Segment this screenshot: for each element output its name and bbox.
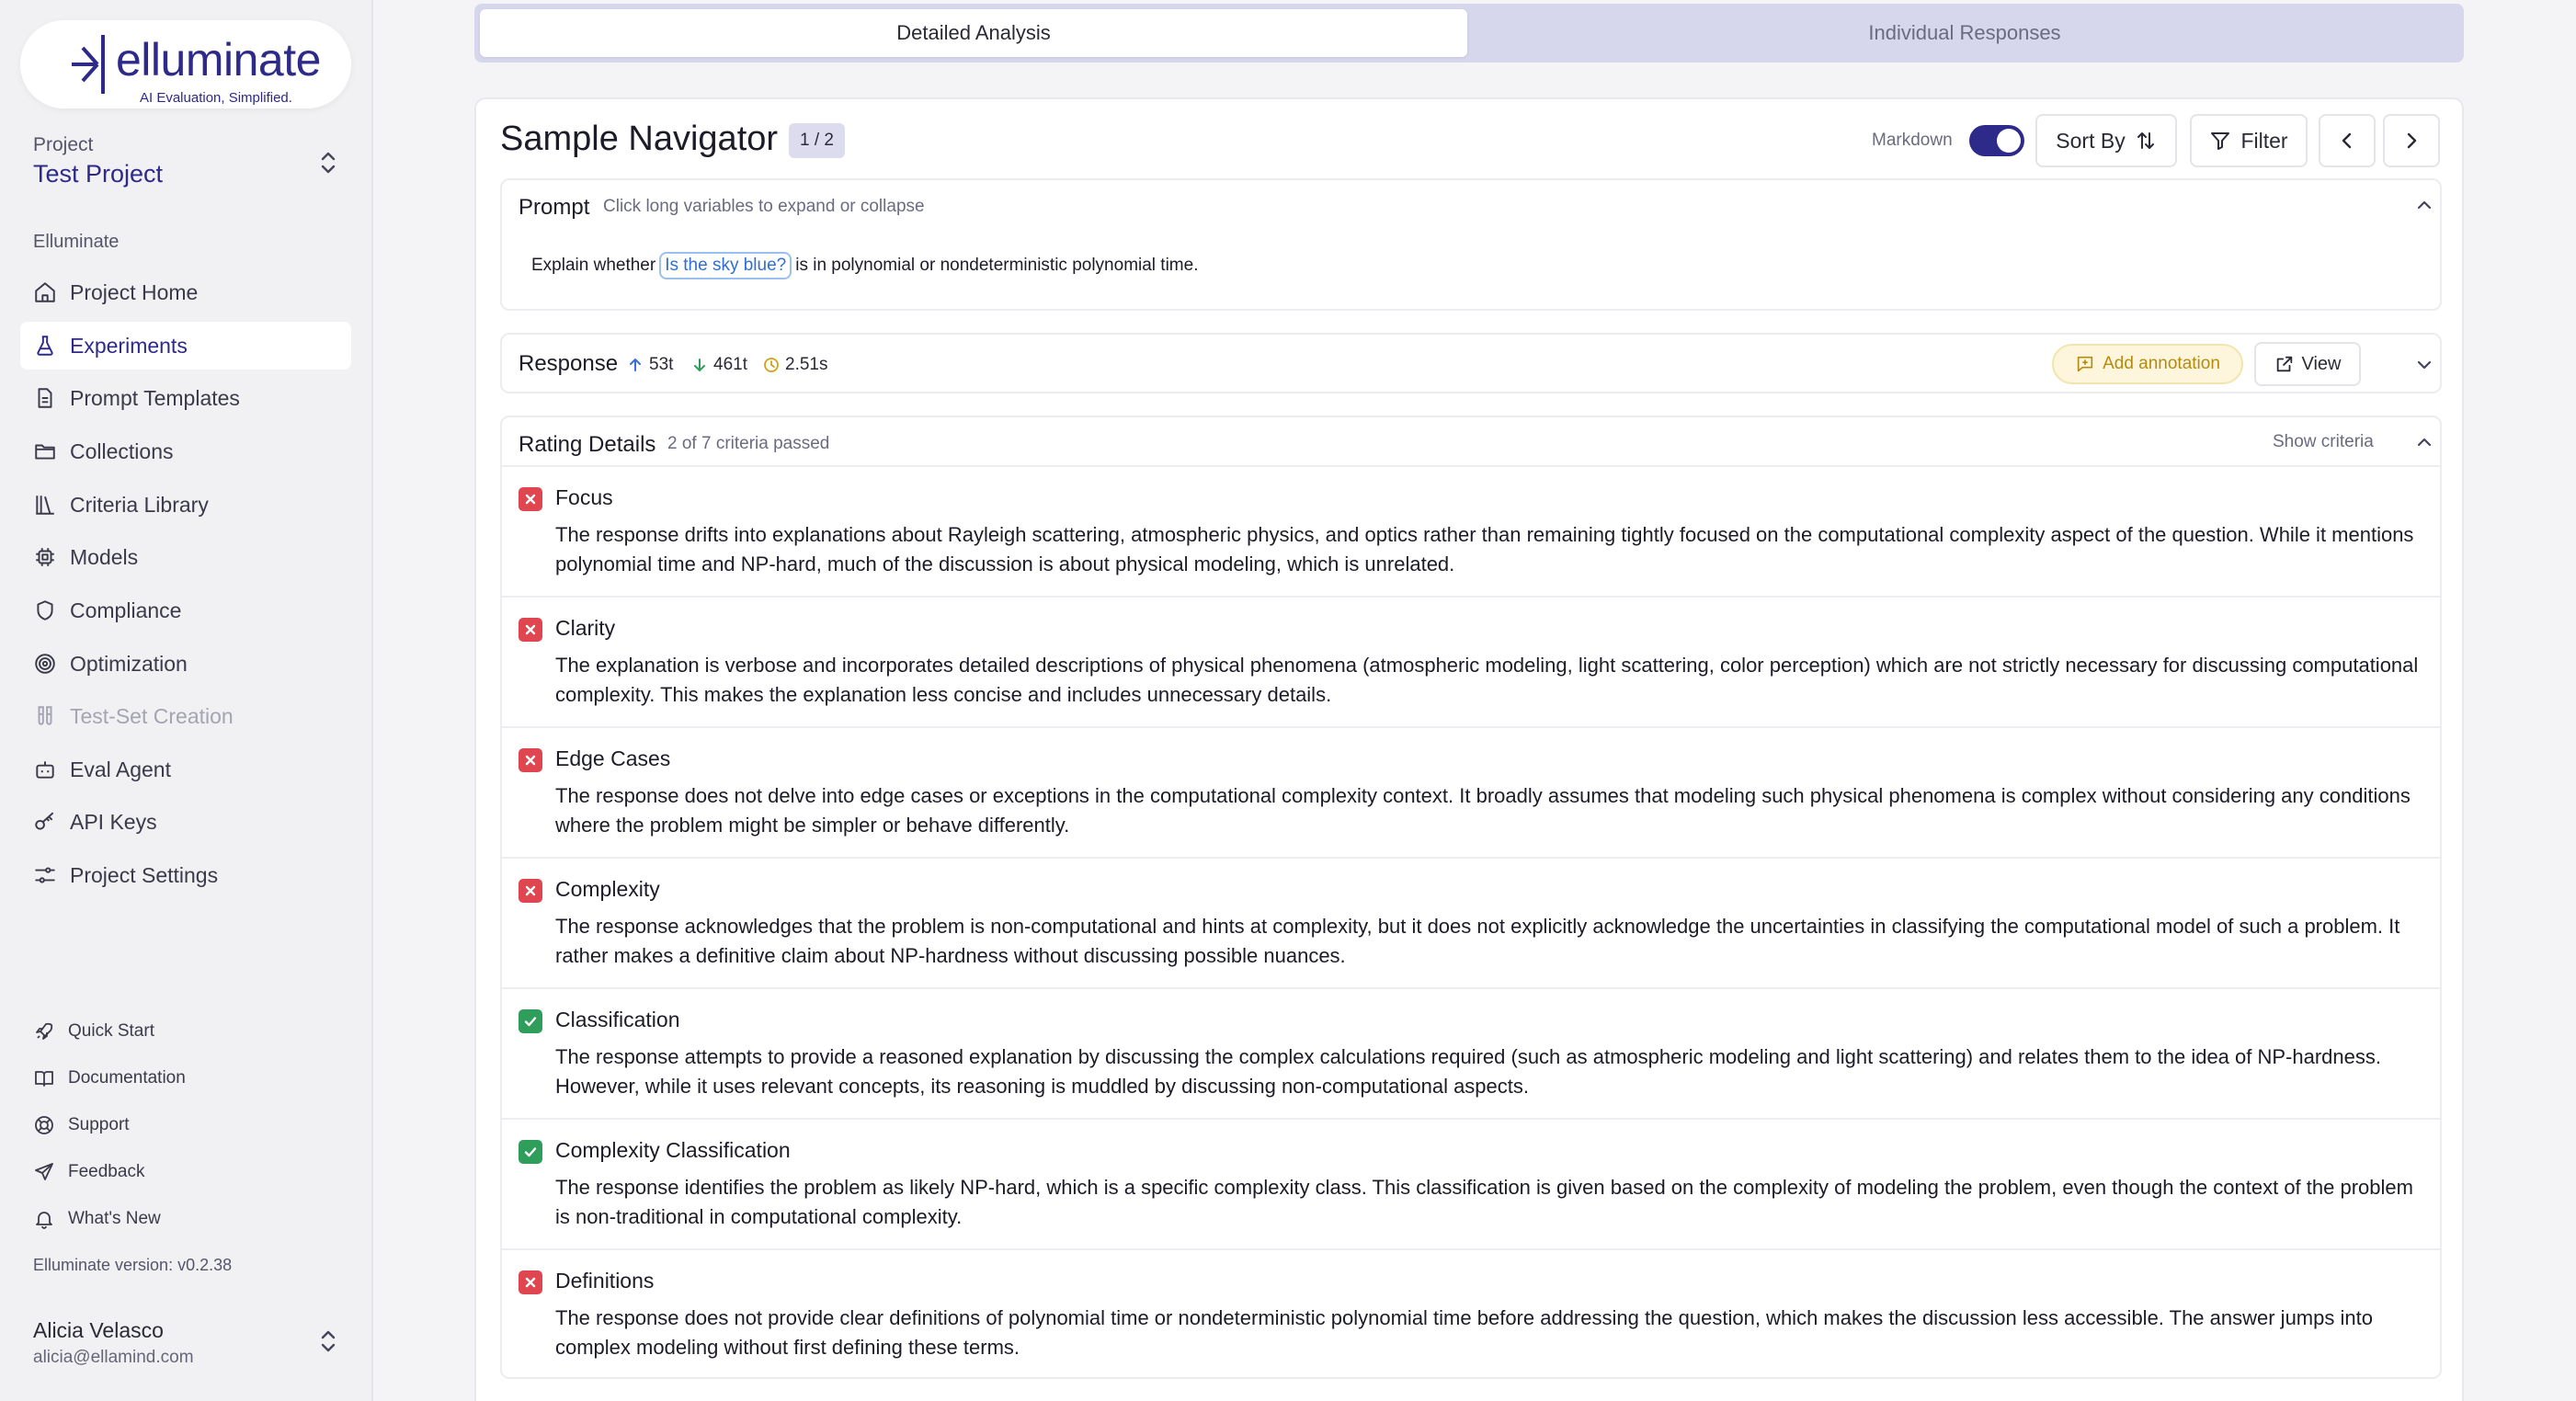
sidebar-item-prompt-templates[interactable] <box>20 374 351 422</box>
sidebar-item-api-keys[interactable] <box>20 798 351 846</box>
rating-details-card <box>500 416 2442 1379</box>
logo-wordmark: elluminate <box>116 34 321 85</box>
chevron-up-icon[interactable] <box>2414 432 2434 452</box>
sidebar-item-documentation[interactable] <box>20 1058 351 1099</box>
key-icon <box>33 810 57 834</box>
criterion-pass-icon <box>519 1140 542 1164</box>
response-title: Response <box>519 351 619 376</box>
criterion-classification <box>502 987 2440 1118</box>
sidebar-item-label: Project Settings <box>70 862 219 887</box>
sidebar-item-experiments[interactable] <box>20 322 351 370</box>
chevron-down-icon[interactable] <box>2414 355 2434 375</box>
nav-section-label: Elluminate <box>33 232 120 252</box>
project-label: Project <box>33 134 94 155</box>
criterion-name: Complexity <box>555 877 660 901</box>
sort-arrows-icon <box>2135 130 2157 152</box>
criterion-complexity <box>502 857 2440 987</box>
criterion-fail-icon <box>519 748 542 772</box>
flask-icon <box>33 334 57 358</box>
user-email: alicia@ellamind.com <box>33 1348 194 1367</box>
criterion-explanation: The response acknowledges that the problem is non-computational and hints at complexity, but it does not explicitly acknowledge the uncertainties in classifying the computational model of such a problem. It rather makes a definitive claim about NP-hardness without discussing possible nuances. <box>555 915 2400 967</box>
criterion-pass-icon <box>519 1009 542 1033</box>
arrow-down-icon <box>691 357 708 373</box>
criterion-edge-cases <box>502 726 2440 857</box>
show-criteria-link[interactable]: Show criteria <box>2273 432 2374 451</box>
sidebar-item-label: Prompt Templates <box>70 385 240 410</box>
criterion-definitions <box>502 1248 2440 1379</box>
response-duration <box>763 355 827 375</box>
lifebuoy-icon <box>33 1114 55 1136</box>
criterion-explanation: The explanation is verbose and incorporates detailed descriptions of physical phenomena (atmospheric modeling, light scattering, color perception) which are not strictly necessary for discussing computational complexity. This makes the explanation less concise and includes unnecessary details. <box>555 654 2419 706</box>
sidebar-item-label: Eval Agent <box>70 757 171 781</box>
sidebar-item-feedback[interactable] <box>20 1152 351 1192</box>
x-icon <box>522 1274 539 1291</box>
user-name[interactable]: Alicia Velasco <box>33 1318 164 1342</box>
bot-icon <box>33 757 57 781</box>
document-icon <box>33 386 57 410</box>
shield-icon <box>33 598 57 622</box>
book-icon <box>33 1067 55 1089</box>
rocket-icon <box>33 1020 55 1042</box>
prompt-hint: Click long variables to expand or collapse <box>603 197 925 216</box>
x-icon <box>522 491 539 507</box>
criterion-fail-icon <box>519 1270 542 1294</box>
x-icon <box>522 752 539 769</box>
sidebar-item-whats-new[interactable] <box>20 1199 351 1239</box>
chevron-up-icon[interactable] <box>2414 195 2434 215</box>
criterion-complexity-classification <box>502 1118 2440 1248</box>
project-name[interactable]: Test Project <box>33 160 164 188</box>
chevron-up-down-icon[interactable] <box>316 149 340 177</box>
criterion-name: Complexity Classification <box>555 1138 791 1162</box>
external-link-icon <box>2274 354 2295 374</box>
criterion-name: Focus <box>555 485 613 509</box>
page-title: Sample Navigator <box>500 120 779 158</box>
criterion-fail-icon <box>519 618 542 642</box>
criterion-clarity <box>502 596 2440 726</box>
filter-button[interactable] <box>2190 114 2308 167</box>
sidebar-item-test-set-creation[interactable] <box>20 692 351 740</box>
prompt-text-after: is in polynomial or nondeterministic polynomial time. <box>795 256 1199 275</box>
rating-summary: 2 of 7 criteria passed <box>667 434 830 453</box>
library-icon <box>33 493 57 517</box>
response-card[interactable] <box>500 333 2442 393</box>
add-annotation-button[interactable] <box>2052 344 2243 384</box>
add-annotation-label: Add annotation <box>2103 354 2220 373</box>
sidebar-item-label: Project Home <box>70 279 199 304</box>
check-icon <box>522 1144 539 1160</box>
sidebar-item-models[interactable] <box>20 533 351 581</box>
criterion-name: Definitions <box>555 1269 655 1293</box>
criterion-name: Clarity <box>555 616 616 640</box>
sidebar-item-label: Documentation <box>68 1068 186 1088</box>
sort-by-button[interactable] <box>2035 114 2177 167</box>
rating-title: Rating Details <box>519 432 656 457</box>
sidebar-item-label: Models <box>70 544 139 569</box>
filter-icon <box>2209 130 2231 152</box>
previous-sample-button[interactable] <box>2319 114 2376 167</box>
target-icon <box>33 652 57 676</box>
sidebar-item-compliance[interactable] <box>20 587 351 634</box>
prompt-variable-chip[interactable]: Is the sky blue? <box>659 252 792 279</box>
sample-count-badge: 1 / 2 <box>789 123 845 158</box>
view-response-button[interactable] <box>2254 342 2361 386</box>
criterion-explanation: The response attempts to provide a reasoned explanation by discussing the complex calculations required (such as atmospheric modeling and light scattering) and relates them to the idea of NP-hardness. However, while it uses relevant concepts, its reasoning is muddled by discussing non-computational aspects. <box>555 1045 2381 1098</box>
clock-icon <box>763 357 780 373</box>
bell-icon <box>33 1208 55 1230</box>
sidebar-item-label: Experiments <box>70 333 188 358</box>
prompt-body <box>531 252 1198 279</box>
prompt-text-before: Explain whether <box>531 256 656 275</box>
logo-tagline: AI Evaluation, Simplified. <box>140 90 292 106</box>
markdown-toggle[interactable] <box>1969 125 2024 156</box>
home-icon <box>33 280 57 304</box>
criterion-fail-icon <box>519 487 542 511</box>
chevron-left-icon <box>2336 130 2358 152</box>
response-duration-value: 2.51s <box>785 355 828 374</box>
sidebar-item-label: What's New <box>68 1209 161 1228</box>
criterion-explanation: The response identifies the problem as likely NP-hard, which is a specific complexity class. This classification is given based on the complexity of modeling the problem, even though the context of the problem is non-traditional in computational complexity. <box>555 1176 2413 1228</box>
sidebar-item-label: Criteria Library <box>70 492 209 517</box>
view-tabs <box>474 4 2464 63</box>
filter-label: Filter <box>2240 128 2288 153</box>
message-square-icon <box>2075 354 2095 374</box>
sidebar-item-label: Compliance <box>70 598 182 622</box>
sidebar-item-criteria-library[interactable] <box>20 481 351 529</box>
version-text: Elluminate version: v0.2.38 <box>33 1256 233 1274</box>
check-icon <box>522 1013 539 1030</box>
sort-by-label: Sort By <box>2056 128 2126 153</box>
x-icon <box>522 621 539 638</box>
sidebar-item-label: Feedback <box>68 1162 145 1181</box>
markdown-label: Markdown <box>1872 131 1953 150</box>
criterion-name: Classification <box>555 1008 680 1031</box>
x-icon <box>522 883 539 899</box>
criterion-fail-icon <box>519 879 542 903</box>
criterion-focus <box>502 465 2440 596</box>
sidebar-item-label: API Keys <box>70 809 157 834</box>
criterion-name: Edge Cases <box>555 746 671 770</box>
output-tokens-value: 461t <box>713 355 747 374</box>
folder-icon <box>33 439 57 463</box>
criterion-explanation: The response does not delve into edge cases or exceptions in the computational complexity context. It broadly assumes that modeling such physical phenomena is complex without considering any conditions where the problem might be simpler or behave differently. <box>555 784 2411 837</box>
chevron-up-down-icon[interactable] <box>316 1327 340 1355</box>
prompt-card <box>500 178 2442 311</box>
chevron-right-icon <box>2400 130 2422 152</box>
criterion-explanation: The response does not provide clear definitions of polynomial time or nondeterministic polynomial time before addressing the question, which makes the discussion less accessible. The answer jumps into complex modeling without first defining these terms. <box>555 1306 2373 1359</box>
sidebar-item-label: Optimization <box>70 651 188 676</box>
sidebar-item-project-home[interactable] <box>20 268 351 316</box>
send-icon <box>33 1161 55 1183</box>
logo[interactable] <box>20 20 351 108</box>
sidebar-item-label: Quick Start <box>68 1021 154 1041</box>
sidebar <box>0 0 373 1401</box>
sample-navigator-panel <box>474 97 2464 1401</box>
tab-individual-responses[interactable]: Individual Responses <box>1868 21 2061 44</box>
criterion-explanation: The response drifts into explanations about Rayleigh scattering, atmospheric physics, and optics rather than remaining tightly focused on the computational complexity aspect of the question. While it mentions polynomial time and NP-hard, much of the discussion is about physical modeling, which is unrelated. <box>555 523 2414 575</box>
prompt-title: Prompt <box>519 195 590 220</box>
sidebar-item-quick-start[interactable] <box>20 1011 351 1052</box>
sliders-icon <box>33 863 57 887</box>
sidebar-item-optimization[interactable] <box>20 640 351 688</box>
view-label: View <box>2301 353 2342 374</box>
test-tubes-icon <box>33 704 57 728</box>
next-sample-button[interactable] <box>2383 114 2440 167</box>
sidebar-item-eval-agent[interactable] <box>20 746 351 793</box>
input-tokens-value: 53t <box>649 355 674 374</box>
chip-icon <box>33 545 57 569</box>
tab-detailed-analysis[interactable]: Detailed Analysis <box>480 9 1467 57</box>
sidebar-item-label: Collections <box>70 439 174 463</box>
output-tokens <box>691 355 747 375</box>
sidebar-item-collections[interactable] <box>20 427 351 475</box>
input-tokens <box>627 355 673 375</box>
sidebar-item-support[interactable] <box>20 1105 351 1145</box>
arrow-up-icon <box>627 357 644 373</box>
sidebar-item-project-settings[interactable] <box>20 851 351 899</box>
sidebar-item-label: Support <box>68 1115 130 1134</box>
sidebar-item-label: Test-Set Creation <box>70 703 234 728</box>
